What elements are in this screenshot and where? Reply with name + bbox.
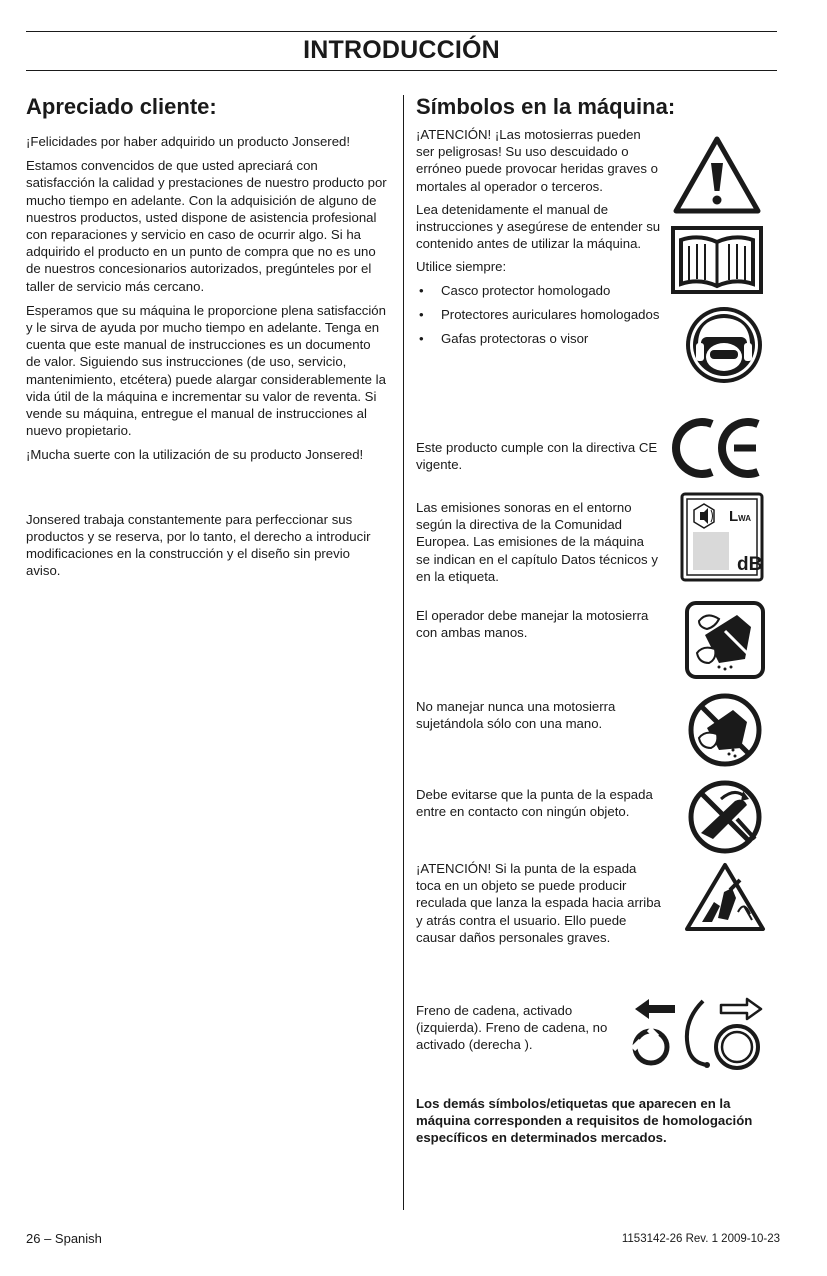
title-rule xyxy=(26,70,777,71)
final-note: Los demás símbolos/etiquetas que aparecen en la máquina corresponden a requisitos de homologación específicos en determinados mercados. xyxy=(416,1096,753,1146)
one-hand-section xyxy=(416,698,661,738)
tip-section xyxy=(416,786,661,826)
left-paragraph-4: ¡Mucha suerte con la utilización de su producto Jonsered! xyxy=(26,447,364,463)
footer-page-number: 26 – Spanish xyxy=(26,1231,102,1246)
left-paragraph-3: Esperamos que su máquina le proporcione plena satisfacción y le sirva de ayuda por mucho tiempo en adelante. Tenga en cuenta que este manual de instrucciones es un documento de valor. Siguiendo sus instrucciones (de uso, servicio, mantenimiento, etcétera) puede alargar considerablemente la vida útil de la máquina e incrementar su valor de reventa. Si vende su máquina, entregue el manual de instrucciones al nuevo propietario. xyxy=(26,302,386,439)
no-tip-contact-icon xyxy=(685,779,765,855)
always-use-text: Utilice siempre: xyxy=(416,259,507,275)
list-item: • Protectores auriculares homologados xyxy=(419,306,660,322)
ce-text: Este producto cumple con la directiva CE vigente. xyxy=(416,440,658,473)
protective-equipment-icon xyxy=(684,305,764,385)
two-hands-text: El operador debe manejar la motosierra con ambas manos. xyxy=(416,608,649,641)
two-hands-icon xyxy=(685,601,765,679)
read-manual-icon xyxy=(671,226,763,294)
left-paragraph-5: Jonsered trabaja constantemente para perfeccionar sus productos y se reserva, por lo tanto, el derecho a introducir modificaciones en la construcción y el diseño sin previo aviso. xyxy=(26,511,371,579)
bullet-glyph: • xyxy=(419,282,424,298)
bullet-glyph: • xyxy=(419,331,424,347)
no-one-hand-icon xyxy=(685,692,765,768)
chain-brake-icon xyxy=(631,995,765,1071)
tip-text: Debe evitarse que la punta de la espada entre en contacto con ningún objeto. xyxy=(416,787,653,820)
left-column xyxy=(26,93,388,586)
noise-text: Las emisiones sonoras en el entorno según la directiva de la Comunidad Europea. Las emisiones de la máquina se indican en el capítulo Datos técnicos y en la etiqueta. xyxy=(416,500,658,584)
list-item: • Casco protector homologado xyxy=(419,282,611,298)
column-divider xyxy=(403,95,404,1210)
left-paragraph-1: ¡Felicidades por haber adquirido un producto Jonsered! xyxy=(26,134,351,149)
left-heading: Apreciado cliente: xyxy=(26,94,217,119)
bullet-glyph: • xyxy=(419,306,424,322)
ce-section xyxy=(416,439,661,479)
brake-section xyxy=(416,1002,611,1060)
warning-triangle-icon xyxy=(672,135,762,215)
ce-mark-icon xyxy=(672,414,764,482)
noise-section xyxy=(416,499,661,591)
kickback-warning-icon xyxy=(684,862,766,932)
warning-section xyxy=(416,126,661,354)
left-paragraph-2: Estamos convencidos de que usted apreciará con satisfacción la calidad y prestaciones de nuestro producto por mucho tiempo en adelante. Con la adquisición de alguno de nuestros productos, usted dispone de asistencia profesional con reparaciones y servicio en caso de ocurrir algo. Si ha adquirido el producto en un punto de compra que no es uno de nuestros concesionarios autorizados, pregúnteles por el taller de servicio más cercano. xyxy=(26,158,387,294)
warning-text: ¡ATENCIÓN! ¡Las motosierras pueden ser peligrosas! Su uso descuidado o erróneo puede provocar heridas graves o mortales al operador o terceros. xyxy=(416,127,658,194)
list-item: • Gafas protectoras o visor xyxy=(419,331,589,347)
brake-text: Freno de cadena, activado (izquierda). Freno de cadena, no activado (derecha ). xyxy=(416,1003,608,1053)
footer-document-id: 1153142-26 Rev. 1 2009-10-23 xyxy=(621,1233,780,1245)
top-rule xyxy=(26,31,777,32)
page-title: INTRODUCCIÓN xyxy=(303,36,500,64)
noise-lwa-label: LWA xyxy=(729,508,752,525)
kickback-text: ¡ATENCIÓN! Si la punta de la espada toca en un objeto se puede producir reculada que lanza la espada hacia arriba y atrás contra el usuario. Ello puede causar daños personales graves. xyxy=(416,861,661,945)
final-note-section xyxy=(416,1095,772,1153)
one-hand-text: No manejar nunca una motosierra sujetándola sólo con una mano. xyxy=(416,699,616,732)
right-heading: Símbolos en la máquina: xyxy=(416,94,676,119)
noise-db-label: dB xyxy=(737,554,763,575)
kickback-section xyxy=(416,860,661,952)
two-hands-section xyxy=(416,607,661,647)
manual-text: Lea detenidamente el manual de instrucciones y asegúrese de entender su contenido antes de utilizar la máquina. xyxy=(416,201,661,252)
ppe-list xyxy=(416,282,661,348)
